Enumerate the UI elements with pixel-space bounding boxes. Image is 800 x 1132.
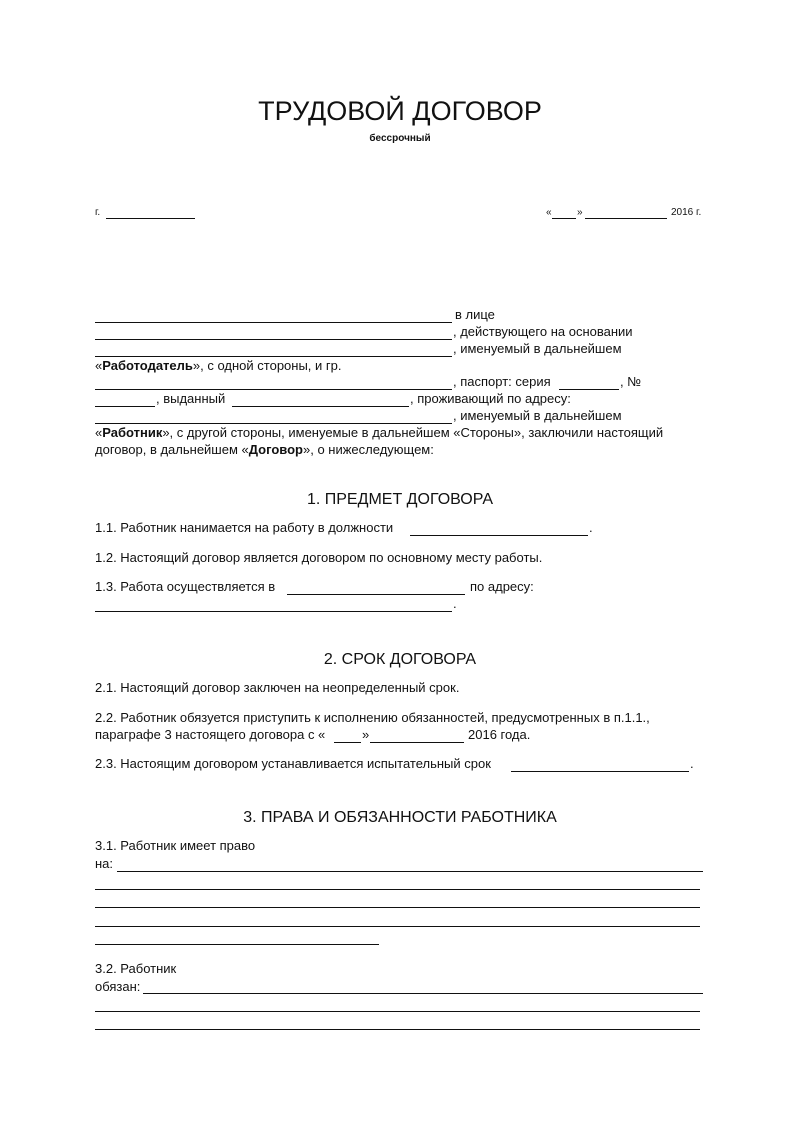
worker-term: Работник bbox=[102, 425, 163, 440]
parties-line-2: , действующего на основании bbox=[453, 324, 633, 339]
clause-1-3-a: 1.3. Работа осуществляется в bbox=[95, 579, 276, 594]
date-day-blank[interactable] bbox=[552, 218, 576, 219]
parties-line-1: в лице bbox=[455, 307, 495, 322]
clause-2-2-a: 2.2. Работник обязуется приступить к исполнению обязанностей, предусмотренных в п.1.1., bbox=[95, 710, 650, 725]
rights-blank-3[interactable] bbox=[95, 907, 700, 908]
duties-blank-3[interactable] bbox=[95, 1029, 700, 1030]
rights-blank-5[interactable] bbox=[95, 944, 379, 945]
clause-1-1: 1.1. Работник нанимается на работу в должности bbox=[95, 520, 394, 535]
clause-2-3: 2.3. Настоящим договором устанавливается испытательный срок bbox=[95, 756, 491, 771]
passport-number-blank[interactable] bbox=[95, 406, 155, 407]
duties-blank-2[interactable] bbox=[95, 1011, 700, 1012]
parties-line-8: «Работник», с другой стороны, именуемые в дальнейшем «Стороны», заключили настоящий bbox=[95, 425, 664, 440]
issued-by-blank[interactable] bbox=[232, 406, 409, 407]
probation-blank[interactable] bbox=[511, 771, 689, 772]
rights-blank-1[interactable] bbox=[117, 871, 703, 872]
document-title: ТРУДОВОЙ ДОГОВОР bbox=[258, 96, 542, 126]
date-month-blank[interactable] bbox=[585, 218, 667, 219]
city-label: г. bbox=[95, 207, 101, 218]
clause-3-2-a: 3.2. Работник bbox=[95, 961, 177, 976]
contract-term: Договор bbox=[248, 442, 303, 457]
passport-number-label: , № bbox=[620, 374, 642, 389]
section-1-heading: 1. ПРЕДМЕТ ДОГОВОРА bbox=[306, 491, 494, 508]
workplace-address-blank[interactable] bbox=[95, 611, 452, 612]
clause-2-3-end: . bbox=[690, 756, 694, 771]
document-subtitle: бессрочный bbox=[369, 133, 431, 144]
clause-2-2-c: » bbox=[362, 727, 370, 742]
employer-name-blank[interactable] bbox=[95, 322, 452, 323]
clause-2-1: 2.1. Настоящий договор заключен на неопределенный срок. bbox=[95, 680, 460, 695]
clause-3-1-b: на: bbox=[95, 856, 114, 871]
city-blank[interactable] bbox=[106, 218, 195, 219]
parties-line-4: «Работодатель», с одной стороны, и гр. bbox=[95, 358, 342, 373]
clause-3-2-b: обязан: bbox=[95, 979, 141, 994]
workplace-blank[interactable] bbox=[287, 594, 465, 595]
clause-1-3-end: . bbox=[453, 596, 457, 611]
residence-label: , проживающий по адресу: bbox=[410, 391, 571, 406]
section-2-heading: 2. СРОК ДОГОВОРА bbox=[323, 651, 477, 668]
passport-series-blank[interactable] bbox=[559, 389, 619, 390]
parties-line-9: договор, в дальнейшем «Договор», о нижеследующем: bbox=[95, 442, 434, 457]
date-year: 2016 г. bbox=[671, 207, 702, 218]
issued-label: , выданный bbox=[156, 391, 226, 406]
date-open-quote: « bbox=[546, 207, 552, 218]
clause-3-1-a: 3.1. Работник имеет право bbox=[95, 838, 256, 853]
rights-blank-2[interactable] bbox=[95, 889, 700, 890]
clause-2-2-d: 2016 года. bbox=[468, 727, 531, 742]
basis-blank[interactable] bbox=[95, 356, 452, 357]
start-day-blank[interactable] bbox=[334, 742, 361, 743]
employer-term: Работодатель bbox=[102, 358, 193, 373]
section-3-heading: 3. ПРАВА И ОБЯЗАННОСТИ РАБОТНИКА bbox=[243, 809, 557, 826]
clause-1-2: 1.2. Настоящий договор является договором по основному месту работы. bbox=[95, 550, 543, 565]
passport-series-label: , паспорт: серия bbox=[453, 374, 551, 389]
worker-name-blank[interactable] bbox=[95, 389, 452, 390]
parties-line-3: , именуемый в дальнейшем bbox=[453, 341, 622, 356]
clause-1-3-b: по адресу: bbox=[470, 579, 534, 594]
representative-blank[interactable] bbox=[95, 339, 452, 340]
clause-1-1-end: . bbox=[589, 520, 593, 535]
rights-blank-4[interactable] bbox=[95, 926, 700, 927]
clause-2-2-b: параграфе 3 настоящего договора с « bbox=[95, 727, 326, 742]
start-month-blank[interactable] bbox=[370, 742, 464, 743]
duties-blank-1[interactable] bbox=[143, 993, 703, 994]
parties-line-7: , именуемый в дальнейшем bbox=[453, 408, 622, 423]
date-close-quote: » bbox=[577, 207, 583, 218]
position-blank[interactable] bbox=[410, 535, 588, 536]
address-blank[interactable] bbox=[95, 423, 452, 424]
